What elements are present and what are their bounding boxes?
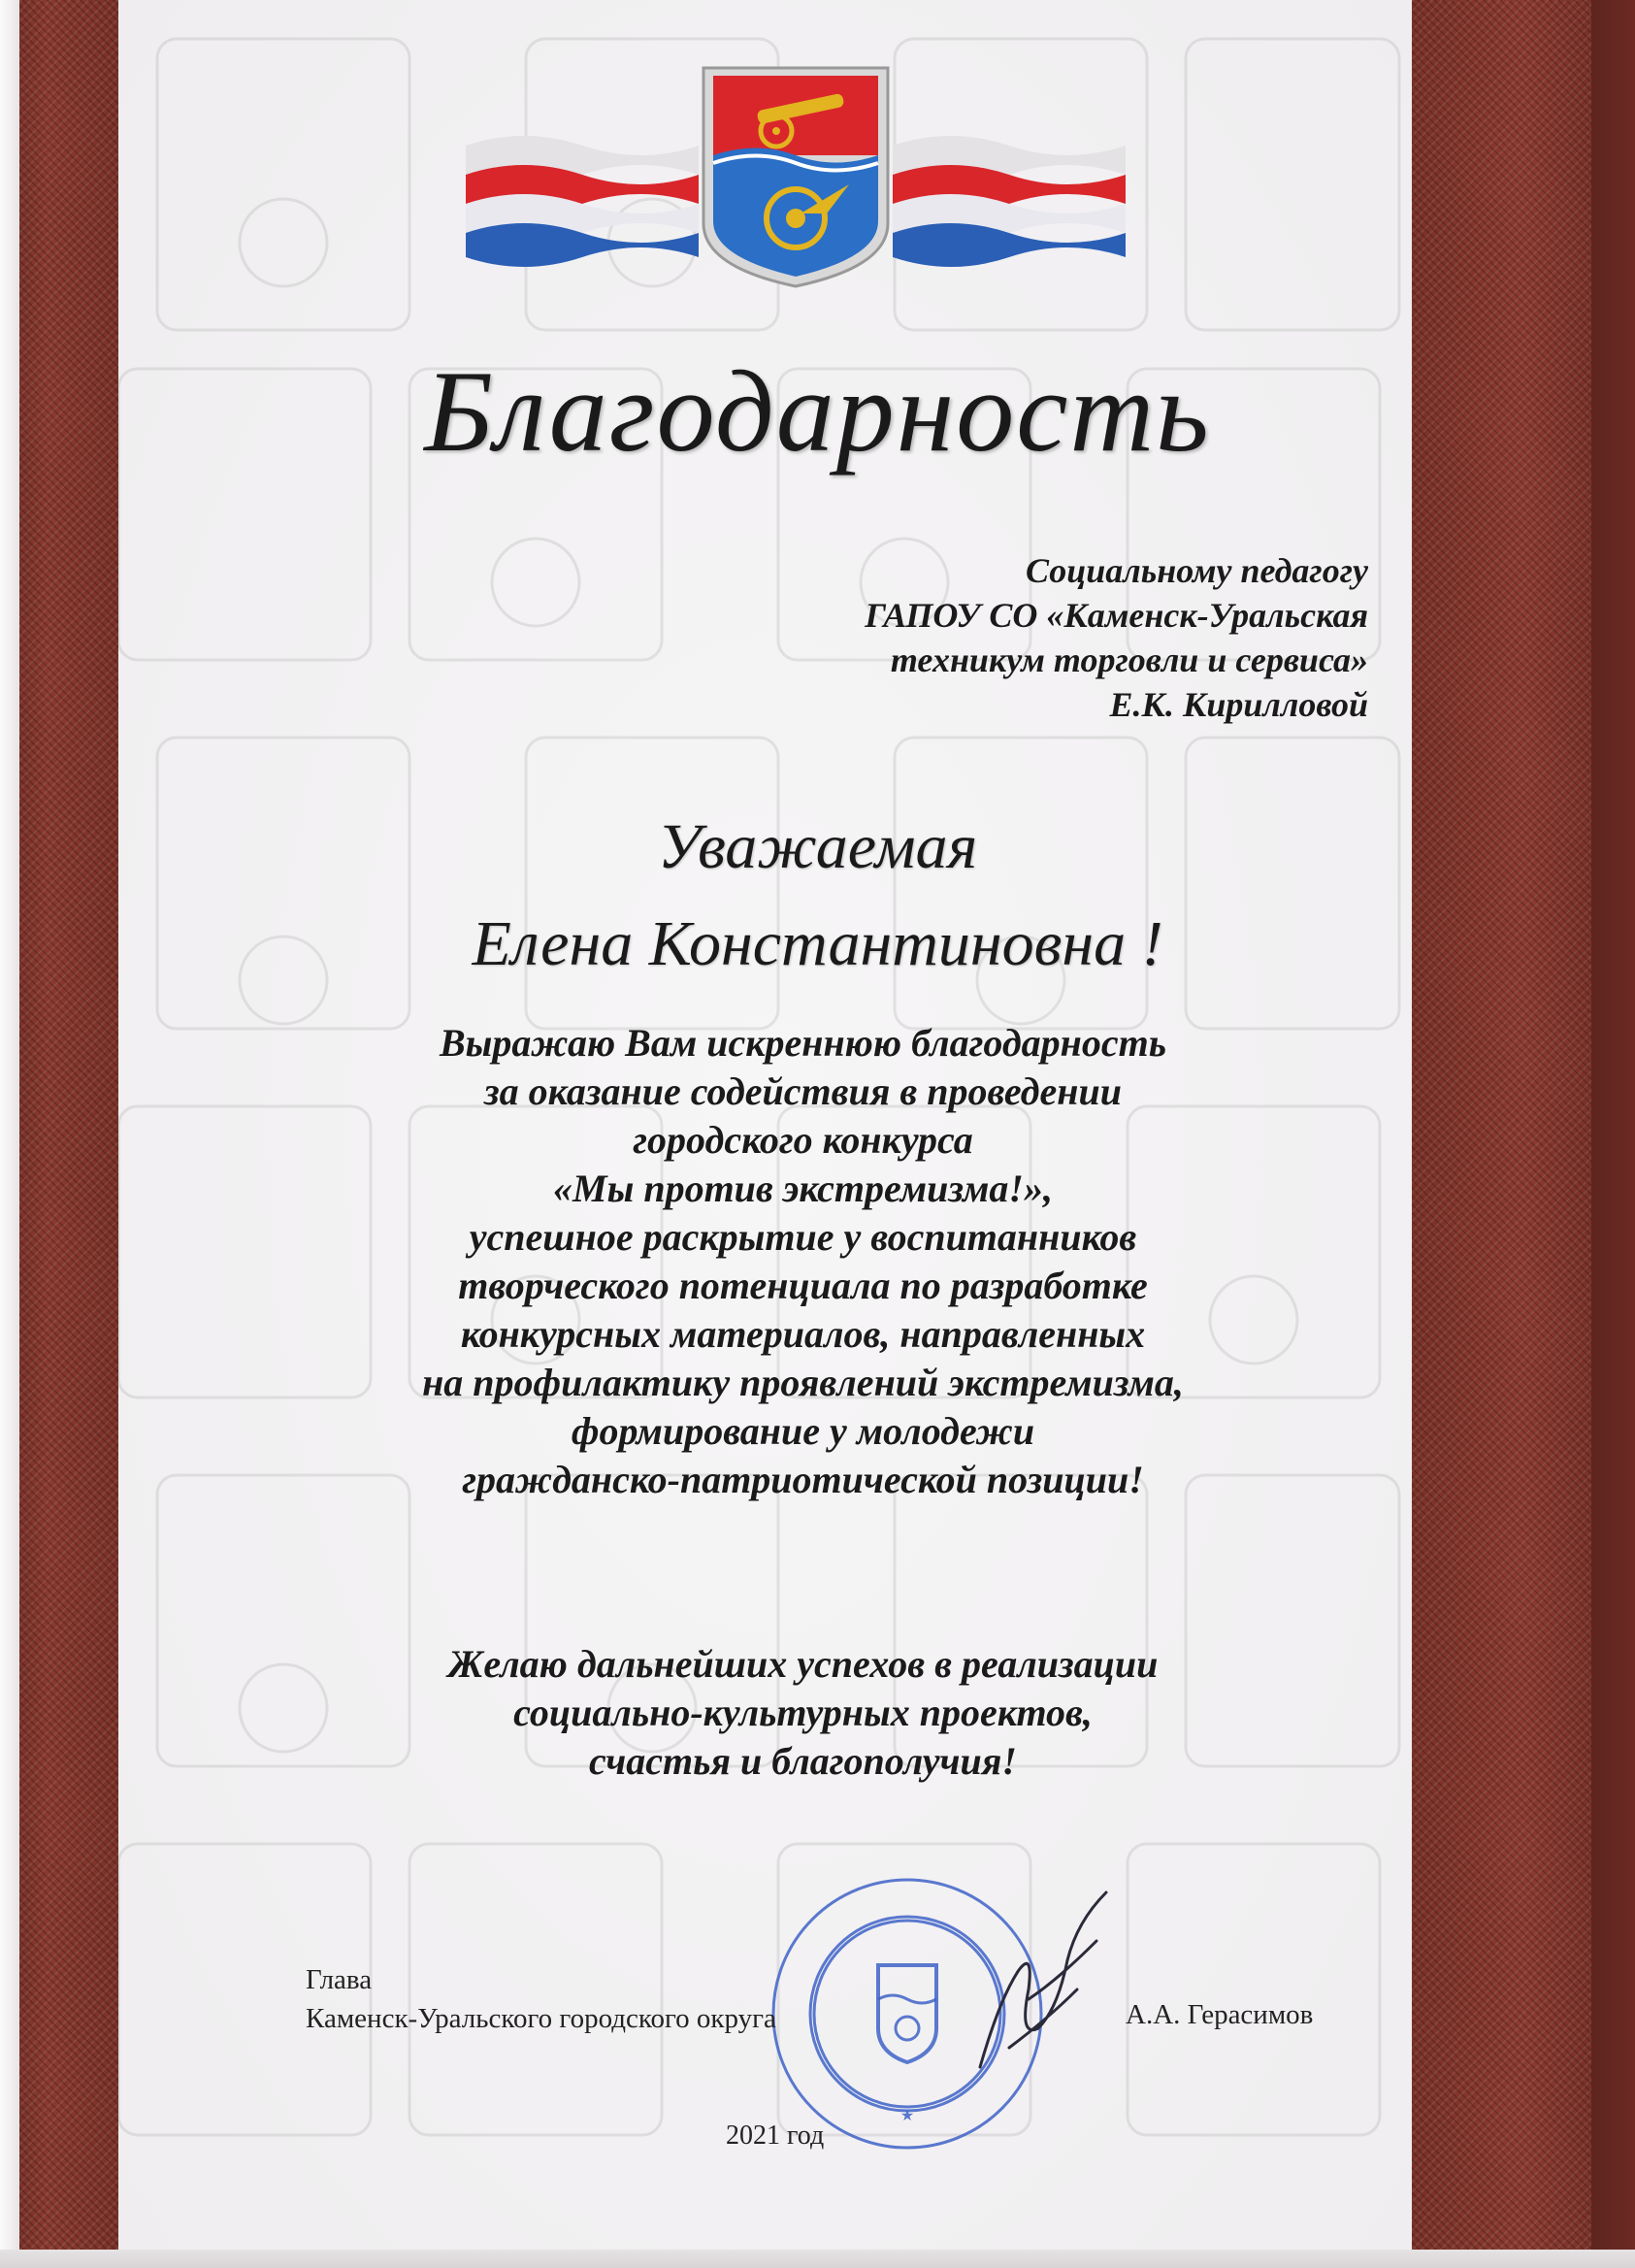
greeting-salutation: Уважаемая — [657, 811, 978, 882]
greeting-name: Елена Константиновна ! — [472, 908, 1163, 979]
gratitude-body — [272, 1019, 1334, 1504]
handwritten-signature-icon — [961, 1883, 1135, 2077]
body-line: гражданско-патриотической позиции! — [462, 1458, 1144, 1501]
body-line: городского конкурса — [633, 1118, 973, 1162]
right-border-edge — [1591, 0, 1635, 2268]
city-coat-of-arms-icon — [466, 58, 1126, 291]
wish-line: счастья и благополучия! — [589, 1739, 1017, 1783]
recipient-address — [592, 548, 1368, 727]
signatory-name: А.А. Герасимов — [1126, 1999, 1314, 2030]
address-line: техникум торговли и сервиса» — [890, 641, 1368, 679]
document-year: 2021 год — [726, 2120, 825, 2151]
address-line: ГАПОУ СО «Каменск-Уральская — [865, 596, 1368, 635]
waving-flag-right-icon — [893, 136, 1126, 267]
wish-line: социально-культурных проектов, — [513, 1691, 1093, 1734]
body-line: успешное раскрытие у воспитанников — [469, 1215, 1137, 1259]
waving-flag-left-icon — [466, 136, 699, 267]
body-line: конкурсных материалов, направленных — [460, 1312, 1146, 1356]
shield-icon — [703, 68, 888, 286]
body-line: формирование у молодежи — [571, 1409, 1035, 1453]
position-organization: Каменск-Уральского городского округа — [306, 2003, 776, 2034]
wish-line: Желаю дальнейших успехов в реализации — [447, 1642, 1159, 1686]
scan-bottom-edge — [0, 2250, 1635, 2268]
body-line: на профилактику проявлений экстремизма, — [422, 1361, 1184, 1404]
svg-text:★: ★ — [899, 2108, 915, 2124]
body-line: Выражаю Вам искреннюю благодарность — [439, 1021, 1167, 1065]
body-line: творческого потенциала по разработке — [458, 1264, 1148, 1307]
signatory-position — [306, 1960, 776, 2038]
address-line: Социальному педагогу — [1025, 551, 1368, 590]
position-title: Глава — [306, 1964, 373, 1995]
body-line: «Мы против экстремизма!», — [553, 1167, 1053, 1210]
address-line: Е.К. Кирилловой — [1109, 685, 1368, 724]
certificate-title: Благодарность — [424, 346, 1211, 476]
body-line: за оказание содействия в проведении — [484, 1069, 1122, 1113]
wishes-paragraph — [272, 1640, 1334, 1786]
scan-margin-left — [0, 0, 19, 2268]
